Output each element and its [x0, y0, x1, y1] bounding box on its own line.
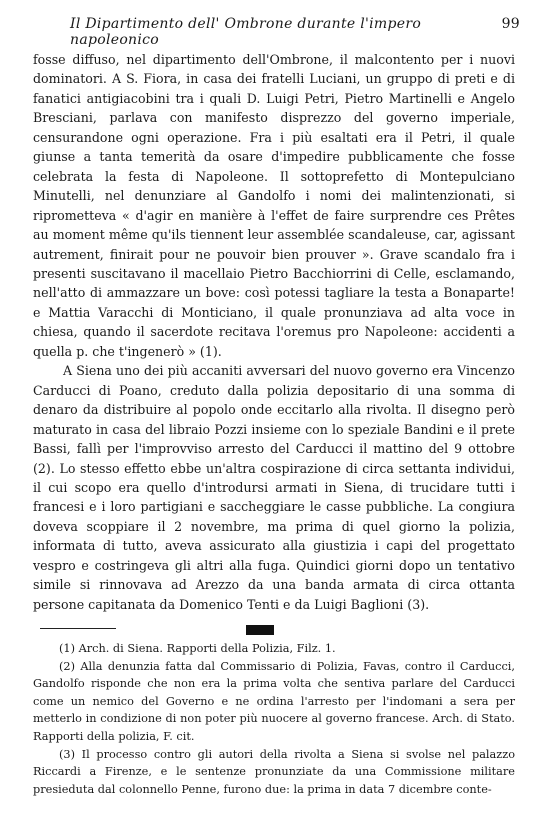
- main-text: [33, 50, 515, 614]
- footnote: (3) Il processo contro gli autori della rivolta a Siena si svolse nel palazzo Riccardi a Firenze, e le sentenze pronunziate da una Commissione militare presieduta dal colonnello Penne, furono due: la prima in data 7 dicembre conte-: [33, 747, 515, 796]
- running-title: Il Dipartimento dell' Ombrone durante l'impero napoleonico: [70, 16, 422, 48]
- footnote: (2) Alla denunzia fatta dal Commissario di Polizia, Favas, contro il Carducci, Gandolfo risponde che non era la prima volta che sentiva parlare del Carducci come un nemico del Governo e ne ordina l'arresto per l'indomani a sera per metterlo in condizione di non poter più nuocere al governo francese. Arch. di Stato. Rapporti della polizia, F. cit.: [33, 659, 515, 743]
- paragraph: A Siena uno dei più accaniti avversari del nuovo governo era Vincenzo Carducci di Poano, creduto dalla polizia depositario di una somma di denaro da distribuire al popolo onde eccitarlo alla rivolta. Il disegno però maturato in casa del libraio Pozzi insieme con lo speziale Bandini e il prete Bassi, fallì per l'improvviso arresto del Carducci il mattino del 9 ottobre (2). Lo stesso effetto ebbe un'altra cospirazione di circa settanta individui, il cui scopo era quello d'introdursi armati in Siena, di trucidare tutti i francesi e i loro partigiani e saccheggiare le casse pubbliche. La congiura doveva scoppiare il 2 novembre, ma prima di quel giorno la polizia, informata di tutto, aveva assicurato alla giustizia i capi del progettato vespro e costringeva gli altri alla fuga. Quindici giorni dopo un tentativo simile si rinnovava ad Arezzo da una banda armata di circa ottanta persone capitanata da Domenico Tenti e da Luigi Baglioni (3).: [33, 363, 515, 612]
- page-number: 99: [501, 16, 520, 32]
- ink-blot: [246, 625, 274, 635]
- footnotes: [33, 640, 515, 798]
- footnote-separator: [40, 628, 116, 629]
- footnote: (1) Arch. di Siena. Rapporti della Polizia, Filz. 1.: [59, 642, 336, 655]
- running-header: [70, 14, 520, 48]
- paragraph: fosse diffuso, nel dipartimento dell'Ombrone, il malcontento per i nuovi dominatori. A S. Fiora, in casa dei fratelli Luciani, un gruppo di preti e di fanatici antigiacobini tra i quali D. Luigi Petri, Pietro Martinelli e Angelo Bresciani, parlava con manifesto disprezzo del governo imperiale, censurandone ogni operazione. Fra i più esaltati era il Petri, il quale giunse a tanta temerità da osare d'impedire pubblicamente che fosse celebrata la festa di Napoleone. Il sottoprefetto di Montepulciano Minutelli, nel denunziare al Gandolfo i nomi dei malintenzionati, si riprometteva « d'agir en manière à l'effet de faire surprendre ces Prêtes au moment même qu'ils tiennent leur assemblée scandaleuse, car, agissant autrement, finirait pour ne pouvoir bien prouver ». Grave scandalo fra i presenti suscitavano il macellaio Pietro Bacchiorrini di Celle, esclamando, nell'atto di ammazzare un bove: così potessi tagliare la testa a Bonaparte! e Mattia Varacchi di Monticiano, il quale pronunziava ad alta voce in chiesa, quando il sacerdote recitava l'oremus pro Napoleone: accidenti a quella p. che t'ingenerò » (1).: [33, 52, 515, 359]
